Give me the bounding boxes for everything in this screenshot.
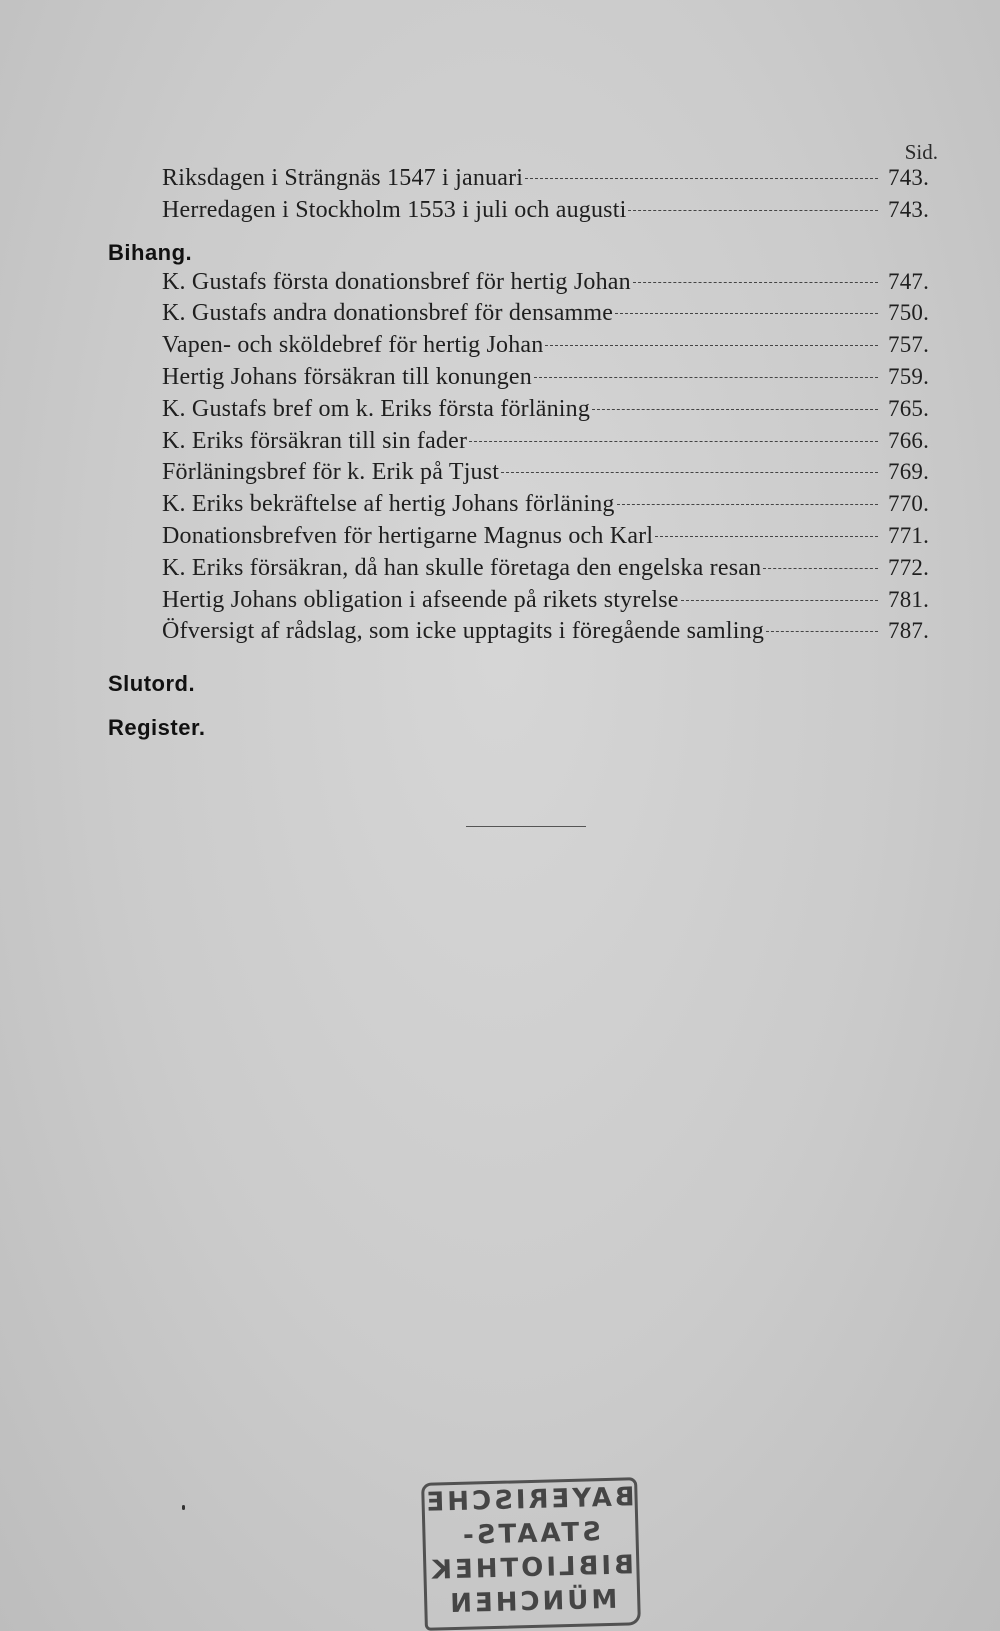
toc-entry-title: Herredagen i Stockholm 1553 i juli och augusti <box>162 196 627 223</box>
dot-leader <box>763 568 878 569</box>
toc-entry-page: 766. <box>888 427 930 453</box>
toc-entry <box>108 428 940 460</box>
toc-entry-page: 743. <box>888 165 930 190</box>
dot-leader <box>655 536 878 537</box>
toc-entry-page: 750. <box>888 300 930 326</box>
toc-entry-page: 757. <box>888 332 930 358</box>
toc-entry-title: Hertig Johans obligation i afseende på rikets styrelse <box>162 586 679 613</box>
dot-leader <box>545 345 878 346</box>
table-of-contents <box>108 165 940 744</box>
ink-speck <box>182 1505 185 1510</box>
toc-entry <box>108 459 940 491</box>
stamp-line: STAATS- <box>459 1517 602 1551</box>
toc-entry <box>108 523 940 555</box>
toc-entry-page: 787. <box>888 618 930 644</box>
section-heading-register: Register. <box>108 715 206 741</box>
dot-leader <box>681 600 878 601</box>
toc-entry <box>108 300 940 332</box>
dot-leader <box>469 441 878 442</box>
toc-entry-title: K. Eriks bekräftelse af hertig Johans förläning <box>162 491 615 518</box>
stamp-line: MÜNCHEN <box>446 1584 618 1620</box>
toc-entry-page: 743. <box>888 196 930 222</box>
toc-entry-page: 781. <box>888 586 930 612</box>
toc-entry <box>108 165 940 197</box>
toc-entry-page: 770. <box>888 491 930 517</box>
dot-leader <box>615 313 878 314</box>
toc-entry-title: K. Eriks försäkran, då han skulle företaga den engelska resan <box>162 554 762 581</box>
toc-entry <box>108 364 940 396</box>
toc-entry-page: 765. <box>888 395 930 421</box>
end-rule <box>466 826 586 827</box>
stamp-line: BAYERISCHE <box>423 1482 635 1518</box>
toc-entry-page: 747. <box>888 268 930 294</box>
toc-entry-title: K. Gustafs andra donationsbref för densamme <box>162 300 614 327</box>
toc-entry-title: Öfversigt af rådslag, som icke upptagits i föregående samling <box>162 618 765 645</box>
toc-entry <box>108 269 940 301</box>
toc-entry-page: 771. <box>888 522 930 548</box>
toc-entry <box>108 618 940 650</box>
toc-entry-title: K. Gustafs första donationsbref för hertig Johan <box>162 268 631 295</box>
section-heading-bihang: Bihang. <box>108 239 193 265</box>
toc-entry-title: K. Gustafs bref om k. Eriks första förläning <box>162 395 591 422</box>
toc-entry-title: Hertig Johans försäkran till konungen <box>162 363 532 390</box>
stamp-line: BIBLIOTHEK <box>428 1550 635 1586</box>
page-column-header: Sid. <box>904 140 938 164</box>
dot-leader <box>628 210 878 211</box>
toc-entry-title: Donationsbrefven för hertigarne Magnus och Karl <box>162 522 654 549</box>
toc-entry <box>108 332 940 364</box>
toc-entry-page: 772. <box>888 554 930 580</box>
toc-entry-page: 759. <box>888 363 930 389</box>
toc-entry-title: Vapen- och sköldebref för hertig Johan <box>162 332 544 359</box>
toc-entry <box>108 555 940 587</box>
dot-leader <box>766 631 878 632</box>
toc-entry <box>108 197 940 229</box>
dot-leader <box>592 409 878 410</box>
toc-entry <box>108 491 940 523</box>
library-stamp <box>421 1477 641 1631</box>
toc-entry-title: K. Eriks försäkran till sin fader <box>162 427 468 454</box>
dot-leader <box>525 178 878 179</box>
toc-entry-page: 769. <box>888 459 930 485</box>
section-heading-slutord: Slutord. <box>108 671 196 697</box>
dot-leader <box>534 377 878 378</box>
dot-leader <box>633 282 878 283</box>
toc-entry <box>108 587 940 619</box>
dot-leader <box>617 504 878 505</box>
toc-entry-title: Förläningsbref för k. Erik på Tjust <box>162 459 500 486</box>
toc-entry-title: Riksdagen i Strängnäs 1547 i januari <box>162 165 524 191</box>
dot-leader <box>501 472 878 473</box>
toc-entry <box>108 396 940 428</box>
